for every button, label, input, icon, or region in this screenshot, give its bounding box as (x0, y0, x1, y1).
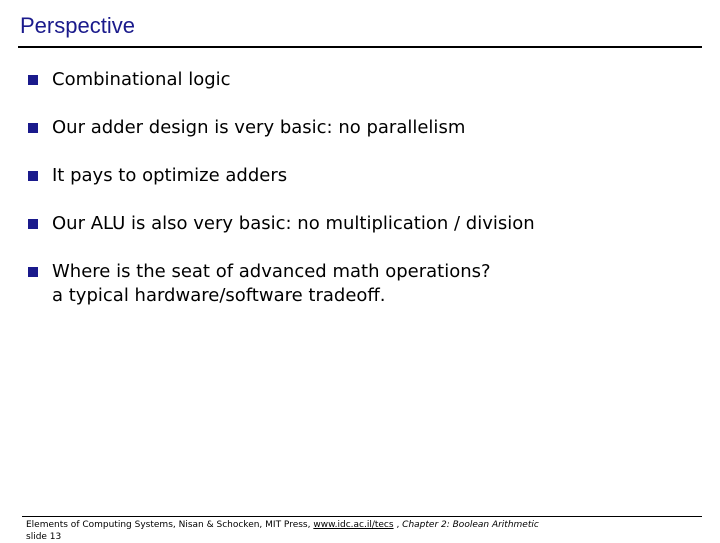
square-bullet-icon (28, 267, 38, 277)
bullet-text: Combinational logic (52, 69, 231, 90)
title-divider (18, 46, 702, 48)
bullet-item (28, 260, 698, 308)
footer-separator: , (396, 520, 403, 530)
bullet-item (28, 116, 698, 140)
footer-source: Elements of Computing Systems, Nisan & Schocken, MIT Press, (26, 520, 311, 530)
slide-title: Perspective (20, 13, 135, 38)
bullet-text: Where is the seat of advanced math operations? (52, 261, 491, 282)
bullet-item (28, 164, 698, 188)
bullet-text-continuation: a typical hardware/software tradeoff. (52, 285, 386, 306)
slide-footer (26, 519, 539, 543)
footer-link[interactable]: www.idc.ac.il/tecs (313, 520, 394, 530)
footer-divider (22, 516, 702, 517)
slide-number: slide 13 (26, 532, 62, 542)
bullet-text: Our ALU is also very basic: no multiplication / division (52, 213, 535, 234)
footer-chapter: Chapter 2: Boolean Arithmetic (402, 520, 539, 530)
square-bullet-icon (28, 75, 38, 85)
bullet-item (28, 68, 698, 92)
footer-line (26, 519, 539, 531)
bullet-text: Our adder design is very basic: no parallelism (52, 117, 466, 138)
square-bullet-icon (28, 219, 38, 229)
bullet-item (28, 212, 698, 236)
bullet-text: It pays to optimize adders (52, 165, 288, 186)
square-bullet-icon (28, 171, 38, 181)
square-bullet-icon (28, 123, 38, 133)
bullet-list (28, 68, 698, 332)
